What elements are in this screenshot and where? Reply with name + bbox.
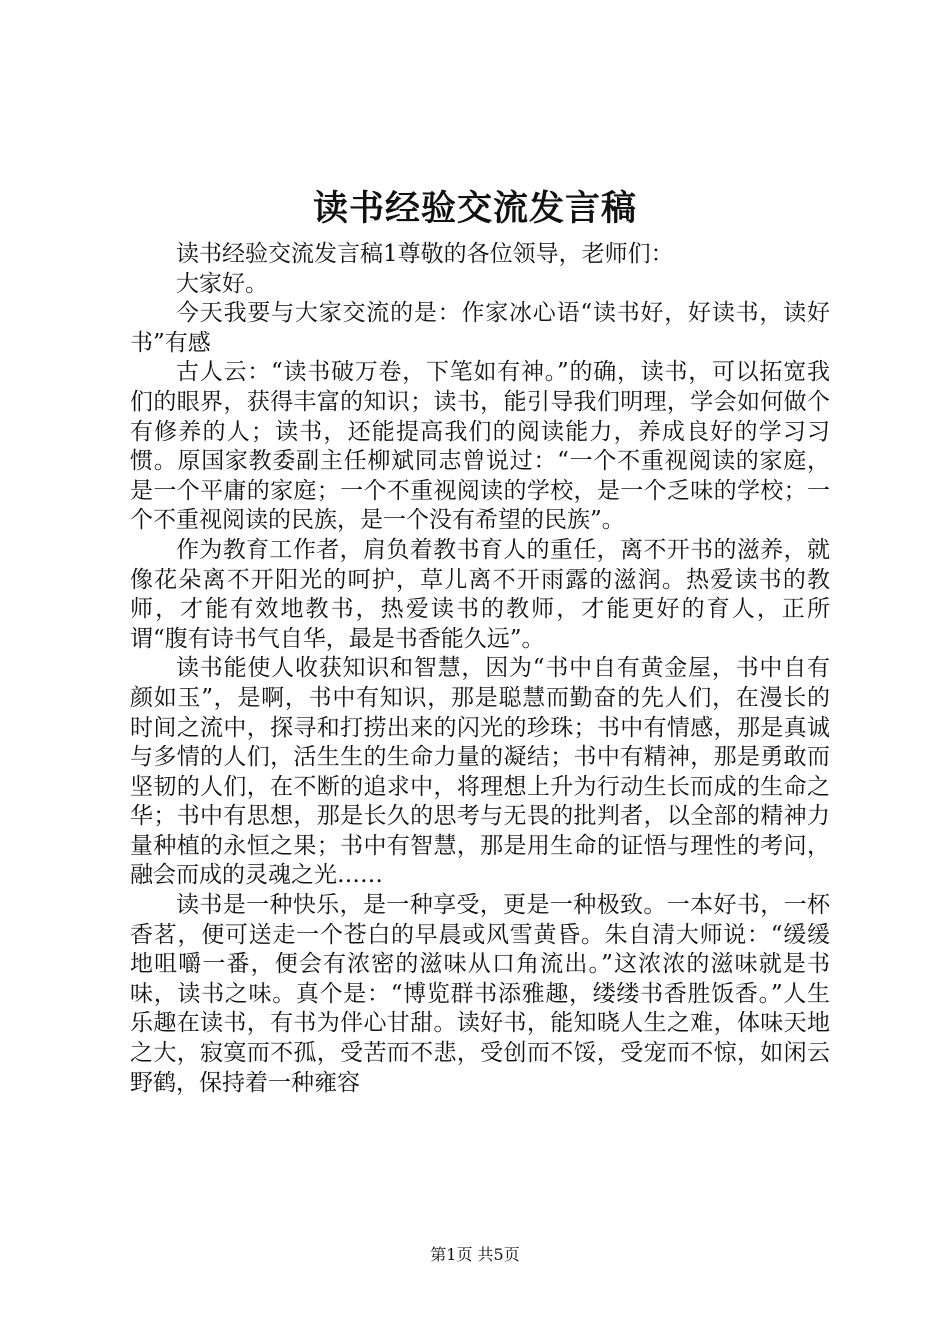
paragraph-hello: 大家好。: [176, 270, 268, 297]
paragraph-greeting: 读书经验交流发言稿1尊敬的各位领导，老师们：: [176, 241, 674, 267]
paragraph-ancients: 古人云：“读书破万卷，下笔如有神。”的确，读书，可以拓宽我们的眼界，获得丰富的知识；读书，能引导我们明理，学会如何做个有修养的人；读书，还能提高我们的阅读能力，养成良好的学习习惯。原国家教委副主任柳斌同志曾说过：“一个不重视阅读的家庭，是一个平庸的家庭；一个不重视阅读的学校，是一个乏味的学校；一个不重视阅读的民族，是一个没有希望的民族”。: [130, 359, 830, 534]
page-number: 第1页 共5页: [430, 1245, 520, 1264]
paragraph-joy: 读书是一种快乐，是一种享受，更是一种极致。一本好书，一杯香茗，便可送走一个苍白的早晨或风雪黄昏。朱自清大师说：“缓缓地咀嚼一番，便会有浓密的滋味从口角流出。”这浓浓的滋味就是书味，读书之味。真个是：“博览群书添雅趣，缕缕书香胜饭香。”人生乐趣在读书，有书为伴心甘甜。读好书，能知晓人生之难，体味天地之大，寂寞而不孤，受苦而不悲，受创而不馁，受宠而不惊，如闲云野鹤，保持着一种雍容: [130, 892, 830, 1096]
document-body: [130, 240, 830, 1098]
document-title: 读书经验交流发言稿: [312, 188, 637, 229]
paragraph-topic: 今天我要与大家交流的是：作家冰心语“读书好，好读书，读好书”有感: [130, 300, 830, 356]
paragraph-educators: 作为教育工作者，肩负着教书育人的重任，离不开书的滋养，就像花朵离不开阳光的呵护，草儿离不开雨露的滋润。热爱读书的教师，才能有效地教书，热爱读书的教师，才能更好的育人，正所谓“腹有诗书气自华，最是书香能久远”。: [130, 536, 830, 652]
paragraph-knowledge: 读书能使人收获知识和智慧，因为“书中自有黄金屋，书中自有颜如玉”，是啊，书中有知识，那是聪慧而勤奋的先人们，在漫长的时间之流中，探寻和打捞出来的闪光的珍珠；书中有情感，那是真诚与多情的人们，活生生的生命力量的凝结；书中有精神，那是勇敢而坚韧的人们，在不断的追求中，将理想上升为行动生长而成的生命之华；书中有思想，那是长久的思考与无畏的批判者，以全部的精神力量种植的永恒之果；书中有智慧，那是用生命的证悟与理性的考问，融会而成的灵魂之光……: [130, 655, 830, 889]
